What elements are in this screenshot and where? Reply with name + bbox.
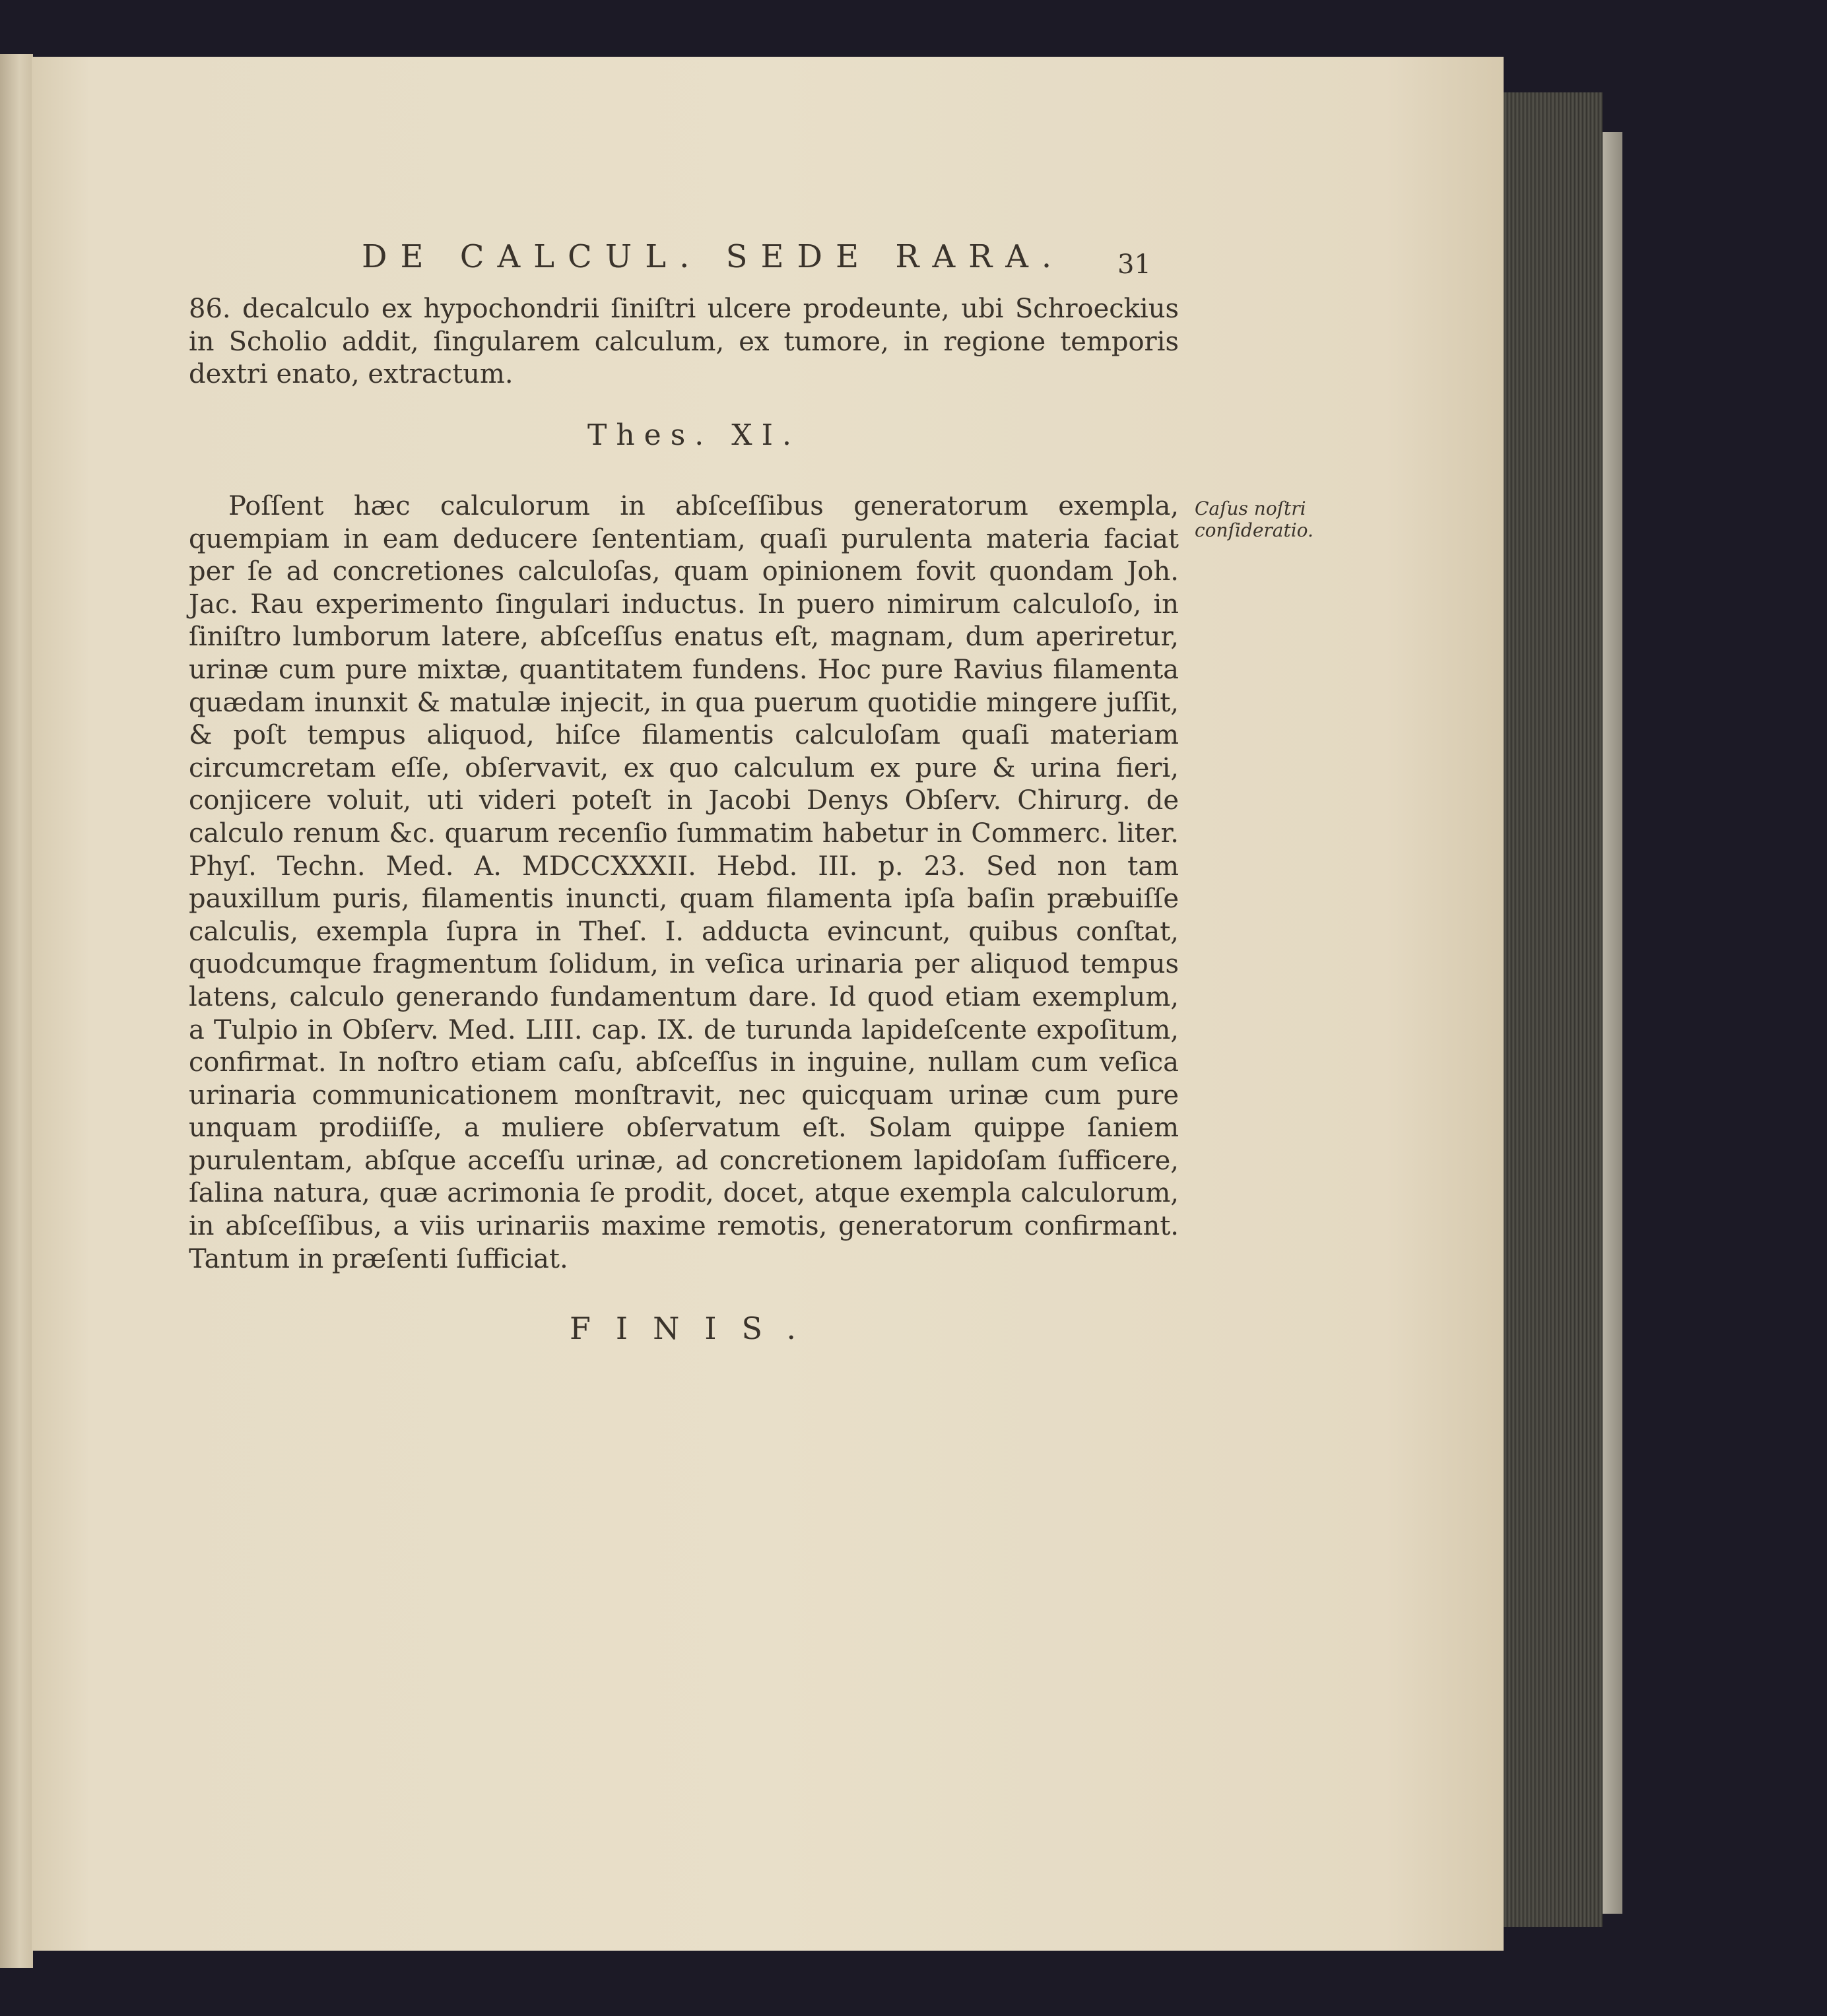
finis-colophon: FINIS.: [570, 1311, 822, 1346]
continued-paragraph: 86. decalculo ex hypochondrii ſiniſtri ulcere prodeunte, ubi Schroeckius in Scholio addit, ſingularem calculum, ex tumore, in regione temporis dextri enato, extractum.: [189, 294, 1179, 390]
section-heading: Thes. XI.: [587, 418, 801, 452]
book-page: [32, 57, 1504, 1951]
main-paragraph: Poſſent hæc calculorum in abſceſſibus generatorum exempla, quempiam in eam deducere ſententiam, quaſi purulenta materia faciat per ſe ad concretiones calculoſas, quam opinionem fovit quondam Joh. Jac. Rau experimento ſingulari inductus. In puero nimirum calculoſo, in ſiniſtro lumborum latere, abſceſſus enatus eſt, magnam, dum aperiretur, urinæ cum pure mixtæ, quantitatem fundens. Hoc pure Ravius filamenta quædam inunxit & matulæ injecit, in qua puerum quotidie mingere juſſit, & poſt tempus aliquod, hiſce filamentis calculoſam quaſi materiam circumcretam eſſe, obſervavit, ex quo calculum ex pure & urina fieri, conjicere voluit, uti videri poteſt in Jacobi Denys Obſerv. Chirurg. de calculo renum &c. quarum recenſio ſummatim habetur in Commerc. liter. Phyſ. Techn. Med. A. MDCCXXXII. Hebd. III. p. 23. Sed non tam pauxillum puris, filamentis inuncti, quam filamenta ipſa baſin præbuiſſe calculis, exempla ſupra in Theſ. I. adducta evincunt, quibus conſtat, quodcumque fragmentum ſolidum, in veſica urinaria per aliquod tempus latens, calculo generando fundamentum dare. Id quod etiam exemplum, a Tulpio in Obſerv. Med. LIII. cap. IX. de turunda lapideſcente expoſitum, confirmat. In noſtro etiam caſu, abſceſſus in inguine, nullam cum veſica urinaria communicationem monſtravit, nec quicquam urinæ cum pure unquam prodiiſſe, a muliere obſervatum eſt. Solam quippe ſaniem purulentam, abſque acceſſu urinæ, ad concretionem lapidoſam ſufficere, ſalina natura, quæ acrimonia ſe prodit, docet, atque exempla calculorum, in abſceſſibus, a viis urinariis maxime remotis, generatorum confirmant. Tantum in præſenti ſufficiat.: [189, 491, 1179, 1274]
page-block-edges: [1504, 92, 1603, 1927]
page-number: 31: [1117, 249, 1151, 280]
running-head: DE CALCUL. SEDE RARA.: [362, 238, 1065, 275]
margin-note: Caſus noſtri conſideratio.: [1195, 498, 1313, 541]
facing-page-edge: [0, 54, 33, 1968]
